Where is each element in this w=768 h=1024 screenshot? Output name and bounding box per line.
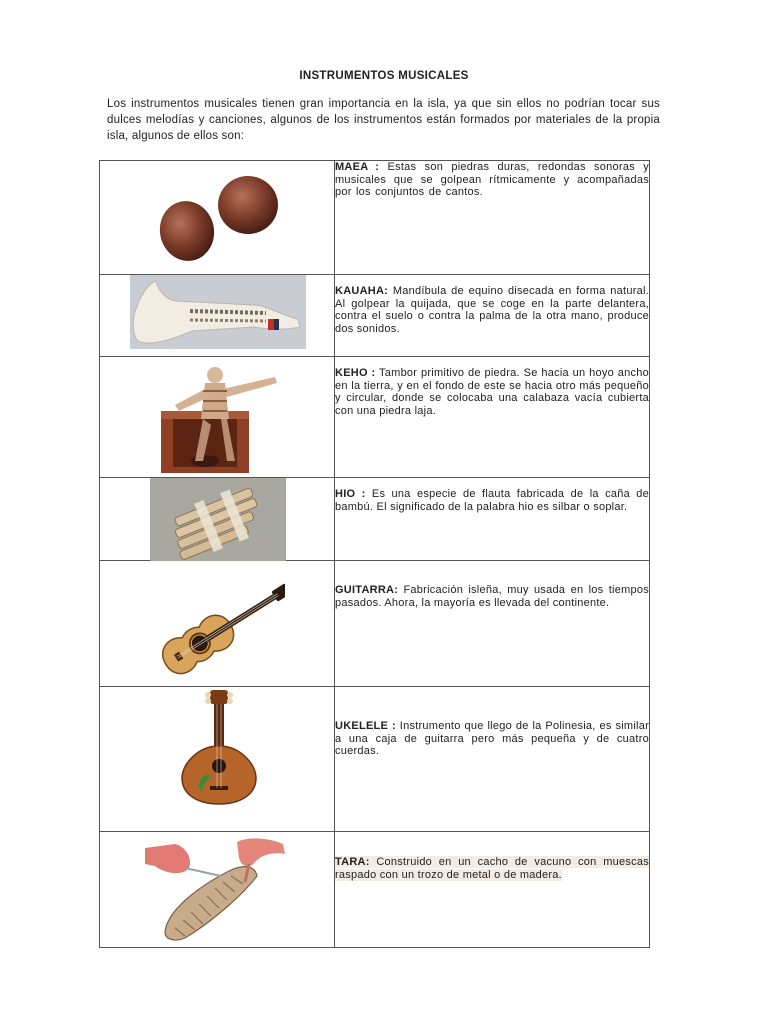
table-row xyxy=(100,161,650,275)
instrument-name: UKELELE : xyxy=(335,720,396,732)
image-cell xyxy=(100,357,335,478)
table-row xyxy=(100,275,650,357)
bamboo-flute-icon xyxy=(150,478,286,561)
description-cell xyxy=(335,275,650,357)
instrument-description: Instrumento que llego de la Polinesia, es similar a una caja de guitarra pero más pequeña y de cuatro cuerdas. xyxy=(335,720,649,757)
instrument-description: Mandíbula de equino disecada en forma natural. Al golpear la quijada, que se coge en la parte delantera, contra el suelo o contra la palma de la otra mano, produce dos sonidos. xyxy=(335,285,649,335)
image-cell xyxy=(100,832,335,948)
stones-icon xyxy=(155,173,280,263)
instrument-name: MAEA : xyxy=(335,161,380,173)
description-cell xyxy=(335,478,650,561)
table-row xyxy=(100,478,650,561)
guitar-icon xyxy=(150,571,285,679)
description-cell xyxy=(335,561,650,687)
stone-drum-icon xyxy=(157,361,282,473)
description-cell xyxy=(335,161,650,275)
instrument-description: Es una especie de flauta fabricada de la caña de bambú. El significado de la palabra hio es silbar o soplar. xyxy=(335,488,650,513)
jawbone-icon xyxy=(130,275,306,349)
image-cell xyxy=(100,275,335,357)
table-row xyxy=(100,561,650,687)
image-cell xyxy=(100,478,335,561)
image-cell xyxy=(100,687,335,832)
instrument-name: GUITARRA: xyxy=(335,584,399,596)
instrument-description: Fabricación isleña, muy usada en los tiempos pasados. Ahora, la mayoría es llevada del continente. xyxy=(335,584,649,609)
intro-paragraph: Los instrumentos musicales tienen gran importancia en la isla, ya que sin ellos no podrían tocar sus dulces melodías y canciones, algunos de los instrumentos están formados por materiales de la propia isla, algunos de ellos son: xyxy=(107,98,660,142)
table-row xyxy=(100,687,650,832)
instrument-description: Estas son piedras duras, redondas sonoras y musicales que se golpean rítmicamente y acompañadas por los conjuntos de cantos. xyxy=(335,161,649,198)
image-cell xyxy=(100,161,335,275)
description-cell xyxy=(335,357,650,478)
description-cell xyxy=(335,832,650,948)
page-title: INSTRUMENTOS MUSICALES xyxy=(299,70,469,82)
description-cell xyxy=(335,687,650,832)
image-cell xyxy=(100,561,335,687)
table-row xyxy=(100,832,650,948)
instrument-name: TARA: xyxy=(335,856,370,868)
instrument-name: KEHO : xyxy=(335,367,376,379)
instrument-name: KAUAHA: xyxy=(335,285,389,297)
instrument-description: Tambor primitivo de piedra. Se hacia un hoyo ancho en la tierra, y en el fondo de este se hacia otro más pequeño y circular, donde se colocaba una calabaza vacía cubierta con una piedra laja. xyxy=(335,367,649,417)
table-row xyxy=(100,357,650,478)
horn-scraper-icon xyxy=(145,836,290,942)
instrument-name: HIO : xyxy=(335,488,366,500)
instrument-description: Construido en un cacho de vacuno con muescas raspado con un trozo de metal o de madera. xyxy=(335,856,649,881)
ukulele-icon xyxy=(178,690,260,806)
instruments-table xyxy=(99,160,650,948)
